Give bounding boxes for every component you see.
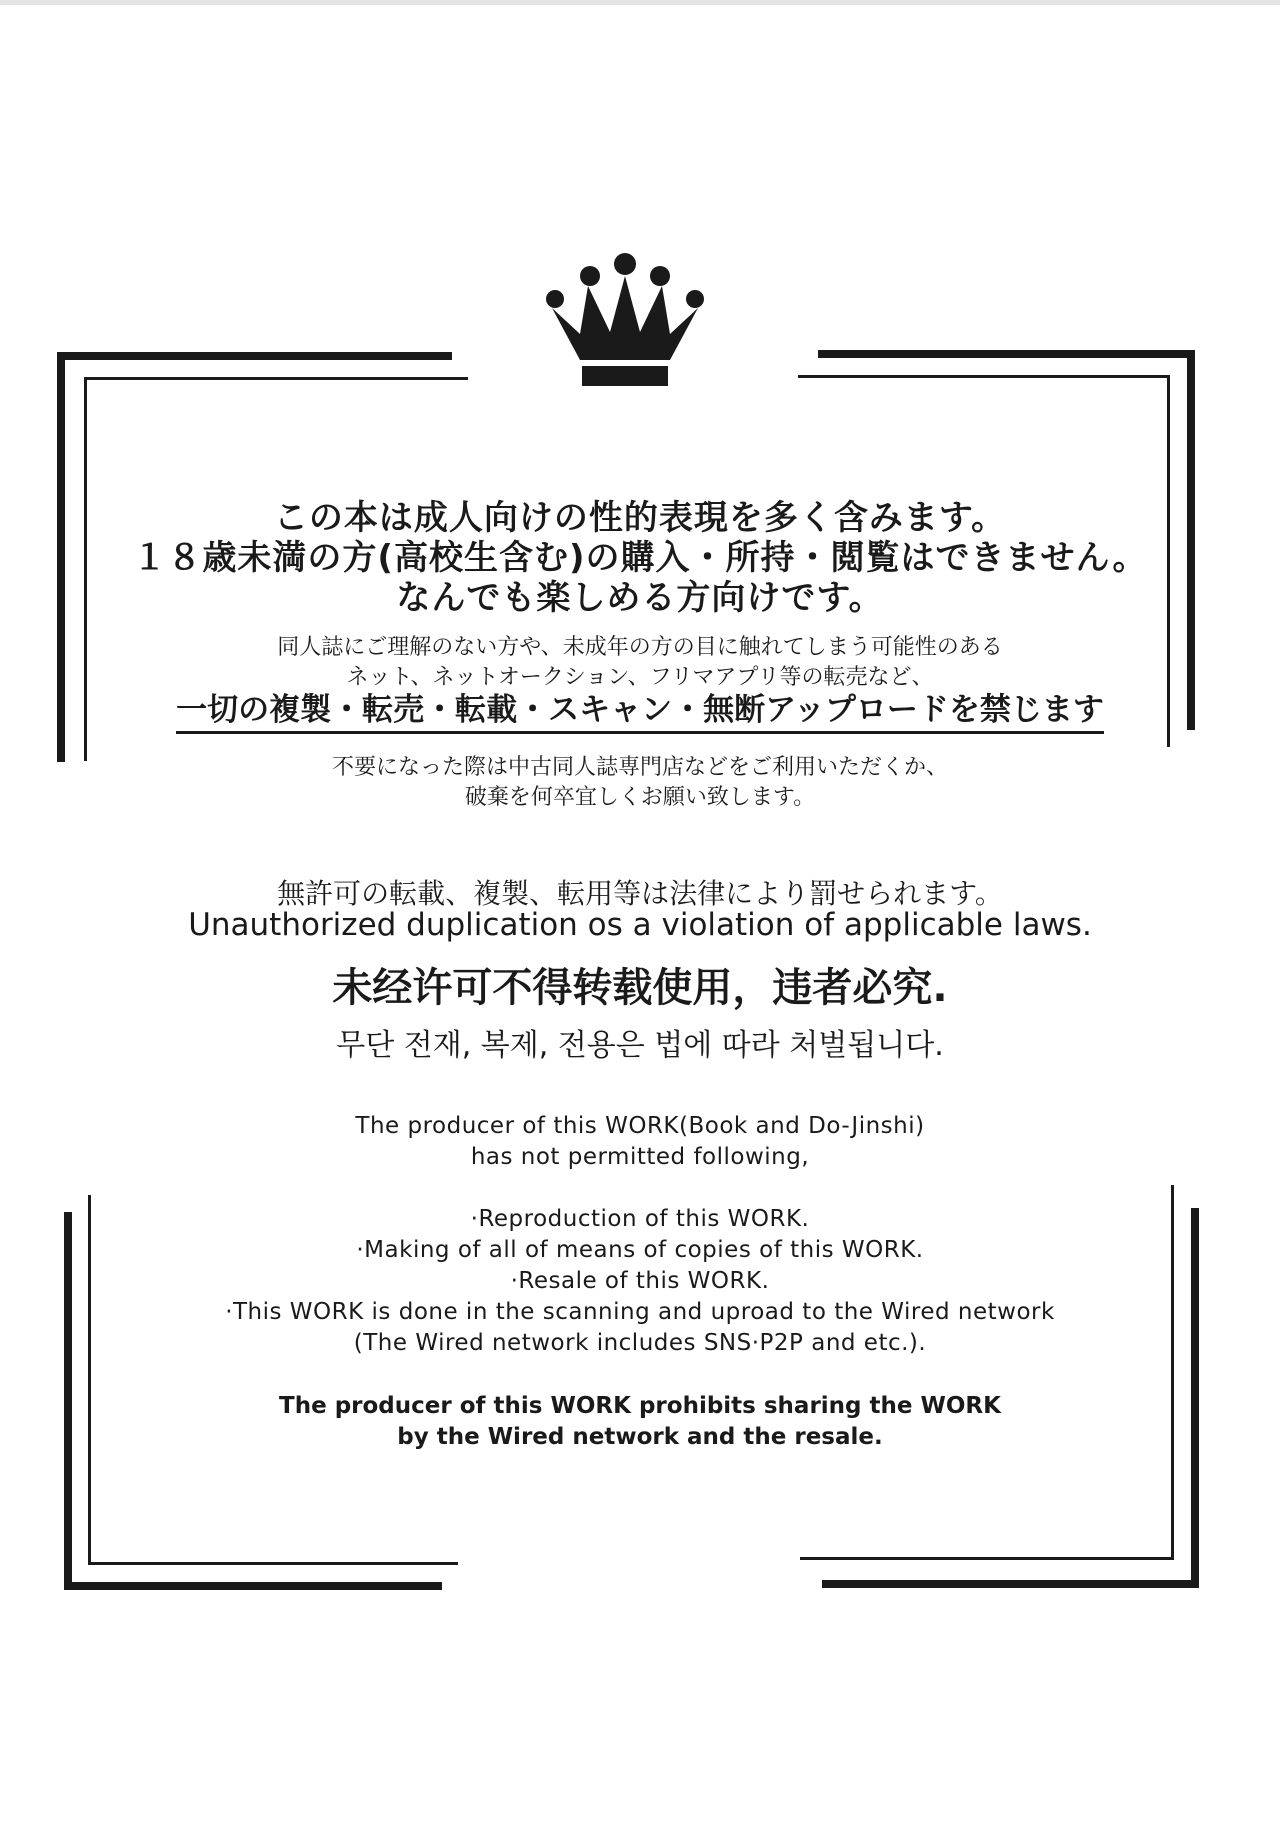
frame-top-left-outer-h (57, 352, 452, 360)
frame-top-left-inner-h (84, 377, 468, 380)
frame-top-right-outer-h (818, 350, 1195, 358)
resale-emphasis: 一切の複製・転売・転載・スキャン・無断アップロードを禁じます (176, 684, 1104, 734)
crown-icon (540, 252, 710, 388)
law-notice-ko: 무단 전재, 복제, 전용은 법에 따라 처벌됩니다. (336, 1028, 944, 1063)
resale-line-2: ネット、ネットオークション、フリマアプリ等の転売など、 (346, 665, 934, 690)
law-notice-en: Unauthorized duplication os a violation of applicable laws. (188, 907, 1092, 943)
resale-emphasis-row (0, 684, 1280, 734)
adult-warning-line-3: なんでも楽しめる方向けです。 (396, 578, 884, 618)
english-item-3: ·Resale of this WORK. (510, 1268, 770, 1294)
english-intro-line-2: has not permitted following, (470, 1144, 810, 1170)
english-bold-line-1: The producer of this WORK prohibits sharing the WORK (279, 1393, 1001, 1419)
frame-top-right-inner-h (798, 375, 1170, 378)
adult-warning-line-2: １８歳未満の方(高校生含む)の購入・所持・閲覧はできません。 (132, 538, 1148, 578)
english-item-2: ·Making of all of means of copies of this WORK. (356, 1237, 924, 1263)
english-item-4: ·This WORK is done in the scanning and uproad to the Wired network (225, 1299, 1055, 1325)
english-bold-line-2: by the Wired network and the resale. (397, 1424, 883, 1450)
frame-bottom-left-outer-h (64, 1582, 442, 1590)
english-item-5: (The Wired network includes SNS·P2P and etc.). (353, 1330, 927, 1356)
frame-bottom-left-inner-h (88, 1562, 458, 1565)
frame-bottom-right-inner-h (800, 1557, 1174, 1560)
english-intro-line-1: The producer of this WORK(Book and Do-Jinshi) (355, 1113, 925, 1139)
law-notice-zh: 未经许可不得转载使用，违者必究. (332, 965, 948, 1011)
resale-line-1: 同人誌にご理解のない方や、未成年の方の目に触れてしまう可能性のある (277, 635, 1003, 660)
disposal-line-1: 不要になった際は中古同人誌専門店などをご利用いただくか、 (331, 755, 948, 780)
law-notice-ja: 無許可の転載、複製、転用等は法律により罰せられます。 (277, 877, 1003, 910)
disposal-line-2: 破棄を何卒宜しくお願い致します。 (464, 785, 816, 810)
adult-warning-line-1: この本は成人向けの性的表現を多く含みます。 (273, 498, 1007, 538)
english-item-1: ·Reproduction of this WORK. (470, 1206, 810, 1232)
frame-bottom-right-outer-h (822, 1580, 1199, 1588)
